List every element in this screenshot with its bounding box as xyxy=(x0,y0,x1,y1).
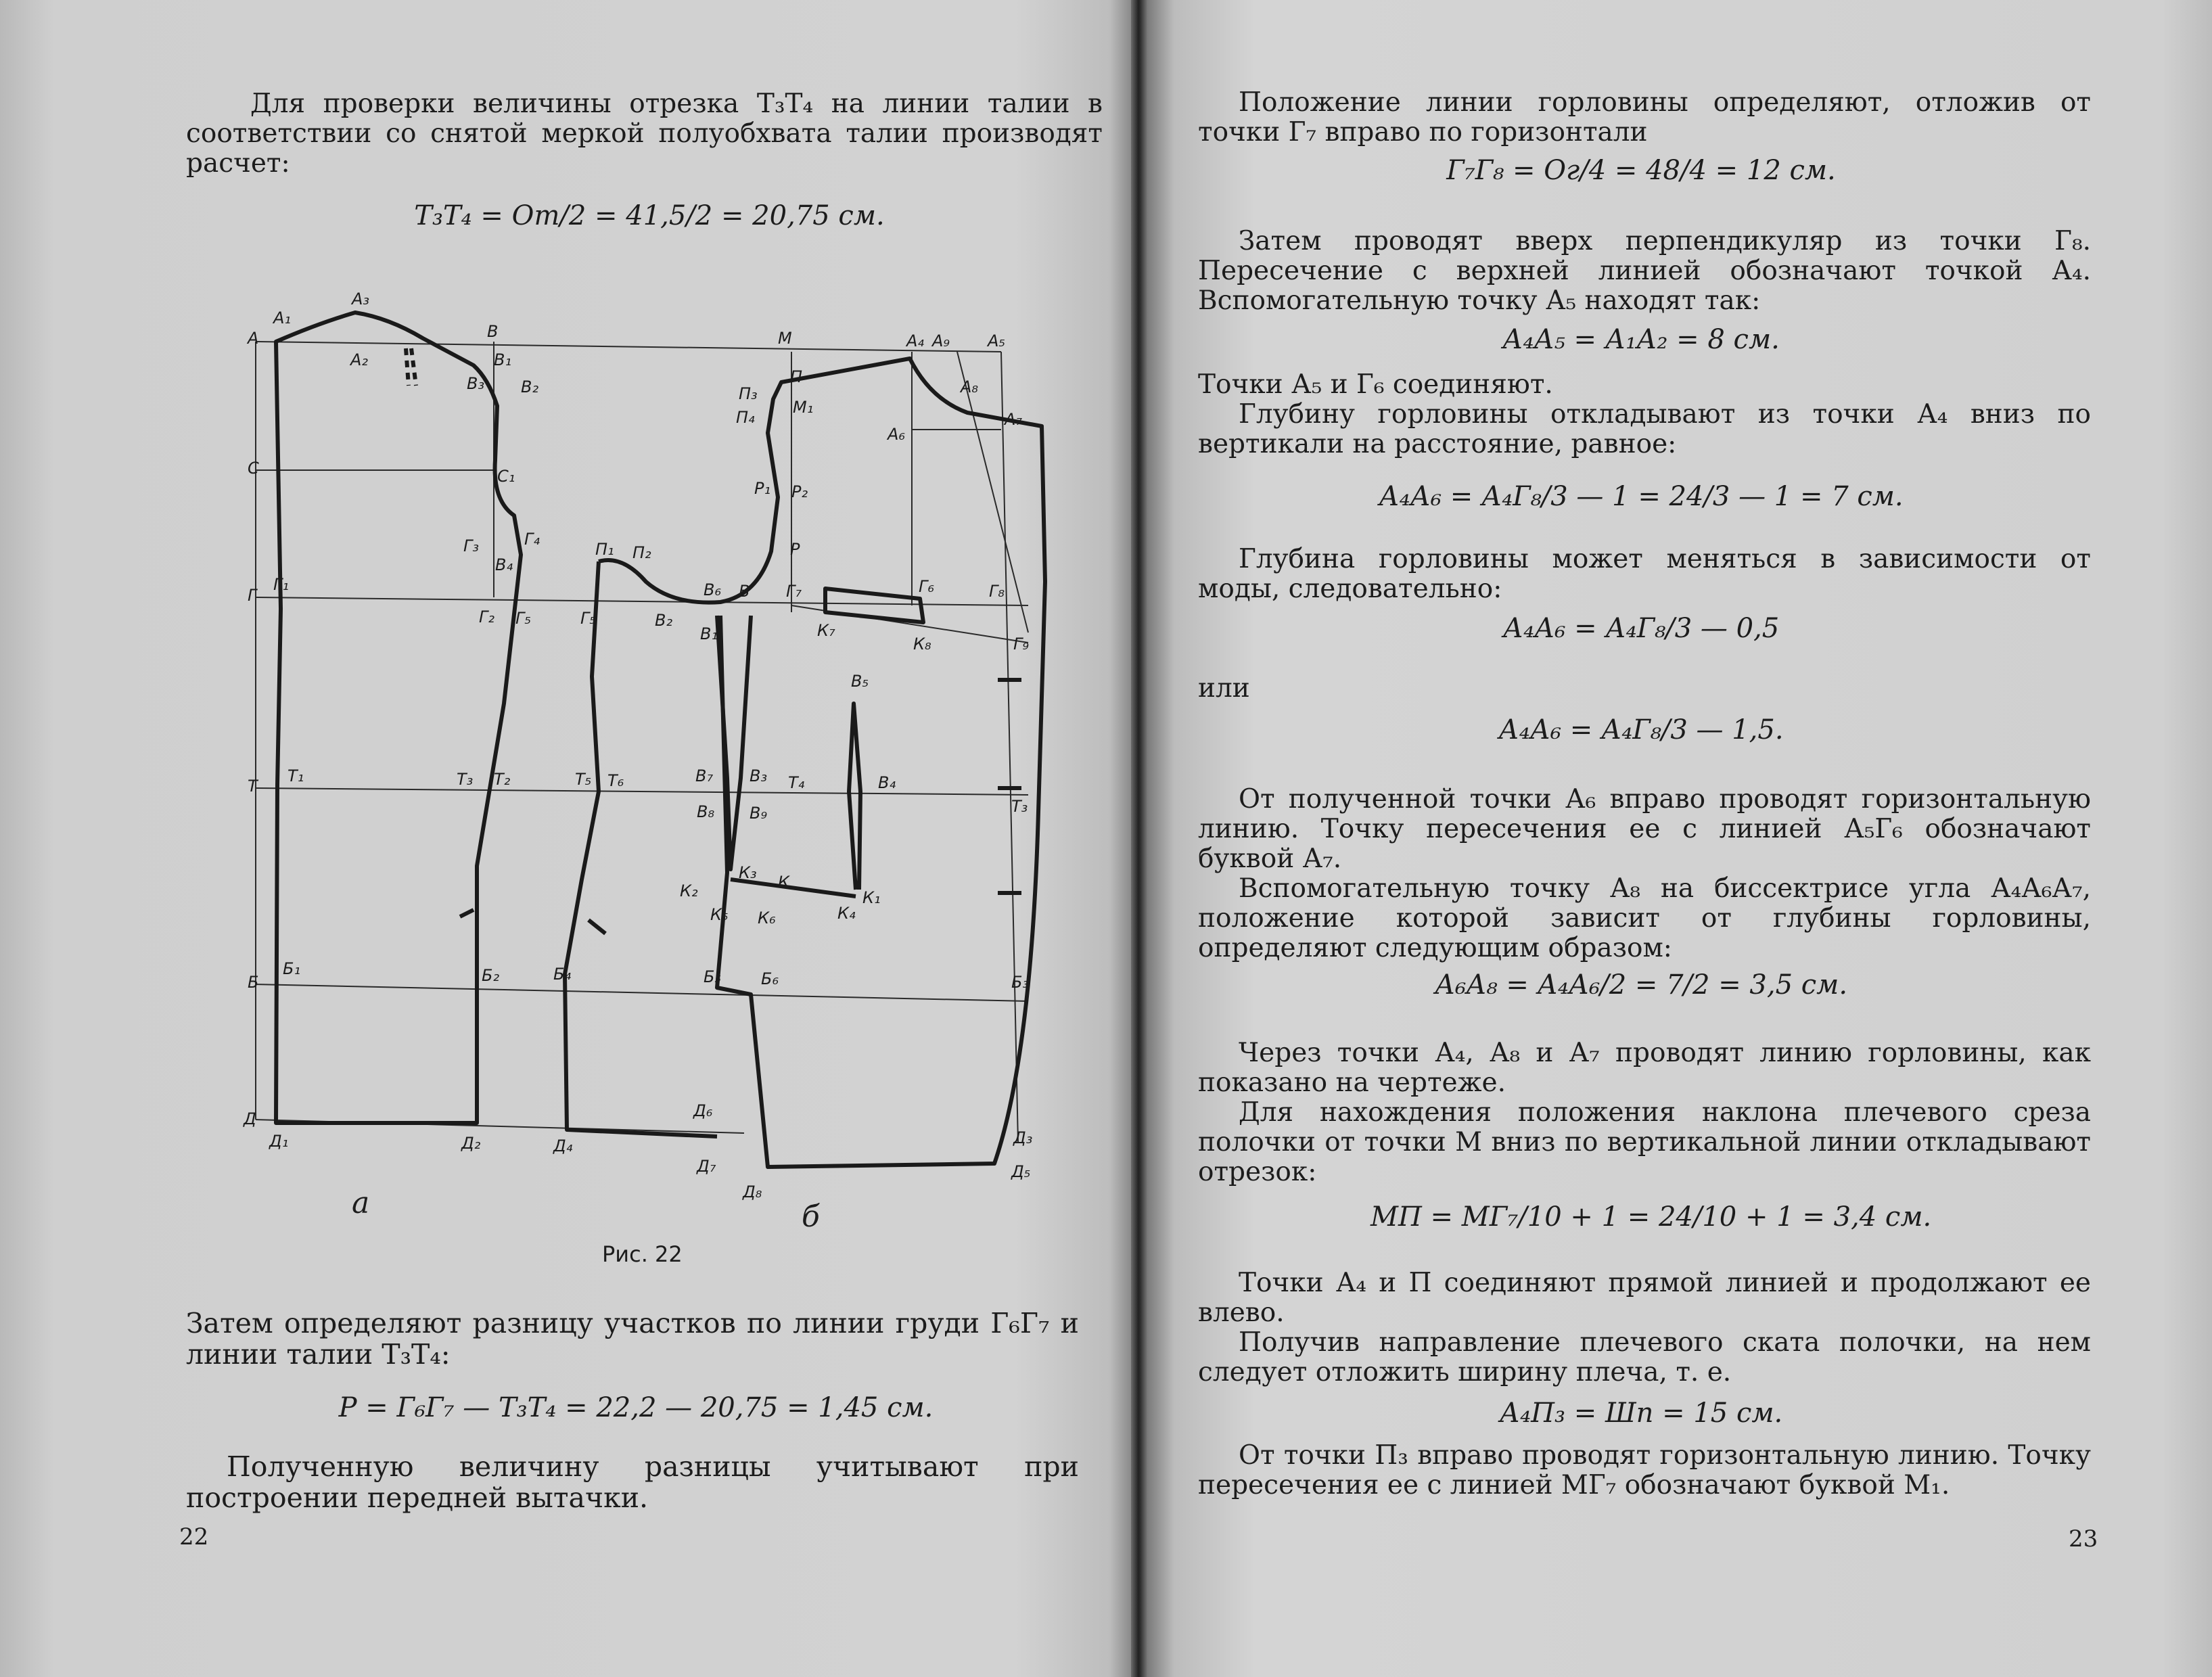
label-K4: К₄ xyxy=(837,904,856,923)
label-T2: Т₂ xyxy=(494,770,511,789)
label-P2: П₂ xyxy=(632,543,651,562)
label-R1: Р₁ xyxy=(754,479,771,498)
label-K8: К₈ xyxy=(913,635,931,653)
label-P3: П₃ xyxy=(739,384,758,403)
paragraph-11: От точки П₃ вправо проводят горизонтальную линию. Точку пересечения ее с линией МГ₇ обозначают буквой М₁. xyxy=(1198,1440,2091,1500)
label-A: А xyxy=(248,329,259,348)
label-G1: Г₁ xyxy=(273,575,289,594)
formula-2: А₄А₅ = А₁А₂ = 8 см. xyxy=(1502,324,1780,355)
paragraph-difference: Затем определяют разницу участков по линии груди Г₆Г₇ и линии талии T₃T₄: xyxy=(186,1307,1079,1371)
label-V5: В₅ xyxy=(851,672,869,691)
label-K5: К₅ xyxy=(710,905,729,924)
intro-paragraph: Для проверки величины отрезка T₃T₄ на линии талии в соответствии со снятой меркой полуобхвата талии производят расчет: xyxy=(186,89,1103,179)
label-A3: А₃ xyxy=(352,290,370,308)
label-A9: А₉ xyxy=(932,331,950,350)
label-V7: В₇ xyxy=(695,766,714,785)
label-A5: А₅ xyxy=(988,331,1006,350)
label-D4: Д₄ xyxy=(553,1136,573,1155)
paragraph-1: Положение линии горловины определяют, отложив от точки Г₇ вправо по горизонтали xyxy=(1198,87,2091,147)
page-number-right: 23 xyxy=(2069,1525,2098,1553)
label-A2: А₂ xyxy=(350,350,369,369)
label-D5: Д₅ xyxy=(1011,1162,1031,1181)
formula-7: МП = МГ₇/10 + 1 = 24/10 + 1 = 3,4 см. xyxy=(1370,1201,1932,1233)
label-V4: В₄ xyxy=(495,555,513,574)
paragraph-or: или xyxy=(1198,673,1250,704)
label-V4b: В₄ xyxy=(878,773,896,792)
label-D3: Д₃ xyxy=(1013,1128,1033,1147)
label-V3b: В₃ xyxy=(750,766,768,785)
figure-sublabel-a: а xyxy=(352,1186,370,1220)
label-B: Б xyxy=(248,973,259,992)
label-T6: Т₆ xyxy=(607,771,624,790)
label-V3: В₃ xyxy=(467,374,485,393)
book-spine xyxy=(1131,0,1147,1677)
label-S1: С₁ xyxy=(497,467,515,486)
label-G: Г xyxy=(248,586,257,605)
label-T5: Т₅ xyxy=(575,770,592,789)
figure-caption: Рис. 22 xyxy=(602,1241,683,1267)
paragraph-7: Через точки А₄, А₈ и А₇ проводят линию горловины, как показано на чертеже. xyxy=(1198,1038,2091,1098)
label-G5b: Г₅ xyxy=(580,609,596,628)
draft-outlines xyxy=(276,313,1045,1167)
label-V9: В₉ xyxy=(750,804,768,823)
label-T3r: Т₃ xyxy=(1011,797,1028,816)
label-V6: В₆ xyxy=(704,580,722,599)
paragraph-4: Глубина горловины может меняться в зависимости от моды, следовательно: xyxy=(1198,544,2091,604)
label-G9: Г₉ xyxy=(1013,635,1029,653)
figure-sublabel-b: б xyxy=(802,1199,820,1234)
label-D6: Д₆ xyxy=(693,1101,713,1120)
formula-8: А₄П₃ = Шп = 15 см. xyxy=(1499,1398,1783,1429)
label-A7: А₇ xyxy=(1005,410,1023,429)
label-K6: К₆ xyxy=(758,909,776,927)
label-P4: П₄ xyxy=(736,408,755,427)
label-K: К xyxy=(778,873,790,892)
label-V8: В₈ xyxy=(697,802,715,821)
label-R2: Р₂ xyxy=(791,482,808,501)
label-K2: К₂ xyxy=(680,881,698,900)
formula-r: Р = Г₆Г₇ — T₃T₄ = 22,2 — 20,75 = 1,45 см. xyxy=(338,1392,934,1423)
pattern-drawing xyxy=(230,277,1082,1238)
formula-6: А₆А₈ = А₄А₆/2 = 7/2 = 3,5 см. xyxy=(1434,969,1848,1001)
label-B5: Б₅ xyxy=(704,967,722,986)
label-B6: Б₆ xyxy=(761,969,779,988)
label-D: Д xyxy=(244,1109,256,1128)
label-K1: К₁ xyxy=(862,888,881,907)
label-K3: К₃ xyxy=(739,863,757,882)
paragraph-2: Затем проводят вверх перпендикуляр из точки Г₈. Пересечение с верхней линией обозначают точкой А₄. Вспомогательную точку А₅ находят так: xyxy=(1198,226,2091,316)
formula-4: А₄А₆ = А₄Г₈/3 — 0,5 xyxy=(1502,613,1780,644)
label-M: М xyxy=(778,329,792,348)
label-V2: В₂ xyxy=(521,377,539,396)
label-G3: Г₃ xyxy=(463,536,479,555)
label-T: Т xyxy=(248,777,258,796)
label-D8: Д₈ xyxy=(743,1182,762,1201)
label-A1: А₁ xyxy=(273,308,292,327)
formula-1: Г₇Г₈ = Ог/4 = 48/4 = 12 см. xyxy=(1446,155,1836,186)
label-V: В xyxy=(487,322,499,341)
paragraph-8: Для нахождения положения наклона плечевого среза полочки от точки М вниз по вертикальной линии откладывают отрезок: xyxy=(1198,1097,2091,1187)
label-K7: К₇ xyxy=(817,621,835,640)
label-A8: А₈ xyxy=(961,377,979,396)
label-A4: А₄ xyxy=(906,331,925,350)
label-R: Р xyxy=(790,540,800,559)
label-G7: Г₇ xyxy=(786,582,802,601)
paragraph-9: Точки А₄ и П соединяют прямой линией и продолжают ее влево. xyxy=(1198,1268,2091,1328)
paragraph-6: Вспомогательную точку А₈ на биссектрисе угла А₄А₆А₇, положение которой зависит от глубины горловины, определяют следующим образом: xyxy=(1198,873,2091,963)
label-P1: П₁ xyxy=(595,540,614,559)
label-V1: В₁ xyxy=(494,350,512,369)
label-T1: Т₁ xyxy=(287,766,304,785)
paragraph-3b: Глубину горловины откладывают из точки А₄ вниз по вертикали на расстояние, равное: xyxy=(1198,399,2091,459)
point-labels xyxy=(243,290,1032,1201)
label-G2: Г₂ xyxy=(479,607,494,626)
label-G8: Г₈ xyxy=(989,582,1005,601)
formula-t3t4: T₃T₄ = Oт/2 = 41,5/2 = 20,75 см. xyxy=(414,200,885,231)
paragraph-10: Получив направление плечевого ската полочки, на нем следует отложить ширину плеча, т. е. xyxy=(1198,1327,2091,1387)
label-T4: Т₄ xyxy=(788,773,805,792)
label-V2b: В₂ xyxy=(655,611,673,630)
label-B3: Б₃ xyxy=(1011,973,1030,992)
formula-5: А₄А₆ = А₄Г₈/3 — 1,5. xyxy=(1498,714,1784,745)
label-D2: Д₂ xyxy=(461,1134,481,1153)
label-D7: Д₇ xyxy=(697,1157,716,1176)
label-S: С xyxy=(248,459,259,478)
label-T3: Т₃ xyxy=(457,770,474,789)
label-V1b: В₁ xyxy=(700,624,718,643)
label-G4: Г₄ xyxy=(524,530,540,549)
label-M1: М₁ xyxy=(793,398,814,417)
paragraph-conclusion: Полученную величину разницы учитывают при построении передней вытачки. xyxy=(186,1450,1079,1514)
label-G5: Г₅ xyxy=(515,609,531,628)
label-A6: А₆ xyxy=(888,425,906,444)
label-B4: Б₄ xyxy=(553,965,572,984)
paragraph-3a: Точки А₅ и Г₆ соединяют. xyxy=(1198,369,1553,400)
seam-ticks xyxy=(998,680,1021,893)
label-D1: Д₁ xyxy=(269,1132,289,1151)
label-P: П xyxy=(790,367,803,386)
page-number-left: 22 xyxy=(179,1523,209,1550)
paragraph-5: От полученной точки А₆ вправо проводят горизонтальную линию. Точку пересечения ее с линией А₅Г₆ обозначают буквой А₇. xyxy=(1198,784,2091,874)
label-B1: Б₁ xyxy=(283,959,301,978)
label-G6: Г₆ xyxy=(919,577,934,596)
formula-3: А₄А₆ = А₄Г₈/3 — 1 = 24/3 — 1 = 7 см. xyxy=(1379,481,1904,512)
label-B2: Б₂ xyxy=(482,966,500,985)
label-Vb: В xyxy=(739,582,750,601)
construction-lines xyxy=(256,342,1028,1143)
right-page xyxy=(1147,0,2212,1677)
